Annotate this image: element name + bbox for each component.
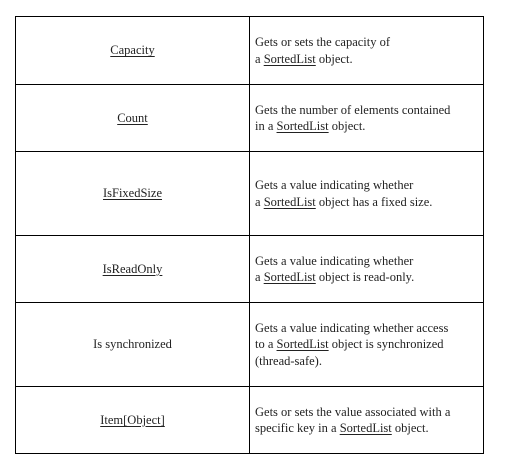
sortedlist-link[interactable]: SortedList [263,51,316,66]
description-text: object. [315,51,353,66]
property-description-cell [250,303,484,387]
sortedlist-link[interactable]: SortedList [263,270,316,284]
property-name-link[interactable]: Capacity [110,43,155,58]
description-text: to a [255,337,277,352]
property-name-cell [16,236,250,303]
description-text: Gets a value indicating whether [255,253,414,268]
property-name-link[interactable]: Item[Object] [100,412,165,427]
description-text: object has a fixed size. [315,194,433,209]
properties-table [15,16,484,454]
description-text: Gets the number of elements contained [255,102,451,117]
property-description-cell [250,236,484,303]
description-text: Gets or sets the value associated with a [255,404,451,419]
property-name-text: Is synchronized [93,337,172,352]
table-row [16,236,484,303]
description-text: a [255,270,264,284]
table-row [16,387,484,454]
description-text: a [255,194,264,209]
table-row [16,85,484,152]
property-name-link[interactable]: IsReadOnly [102,261,163,276]
property-name-cell [16,152,250,236]
description-text: in a [255,119,277,133]
description-text: a [255,51,264,66]
table-row [16,152,484,236]
property-description-cell [250,387,484,454]
property-name-cell [16,303,250,387]
property-description-cell [250,152,484,236]
sortedlist-link[interactable]: SortedList [339,421,392,435]
table-row [16,17,484,85]
description-text: (thread-safe). [255,353,322,368]
sortedlist-link[interactable]: SortedList [276,119,329,133]
property-name-link[interactable]: Count [117,110,148,125]
description-text: object. [328,119,366,133]
description-text: specific key in a [255,421,340,435]
property-description-cell [250,17,484,85]
property-name-cell [16,17,250,85]
table-row [16,303,484,387]
description-text: Gets a value indicating whether [255,178,414,192]
property-name-link[interactable]: IsFixedSize [102,186,163,201]
property-description-cell [250,85,484,152]
description-text: Gets a value indicating whether access [255,320,449,335]
description-text: object is read-only. [315,270,415,284]
description-text: object is synchronized [328,337,444,352]
description-text: Gets or sets the capacity of [255,35,391,49]
sortedlist-link[interactable]: SortedList [276,337,329,352]
property-name-cell [16,85,250,152]
property-name-cell [16,387,250,454]
sortedlist-link[interactable]: SortedList [263,194,316,209]
description-text: object. [391,421,429,435]
